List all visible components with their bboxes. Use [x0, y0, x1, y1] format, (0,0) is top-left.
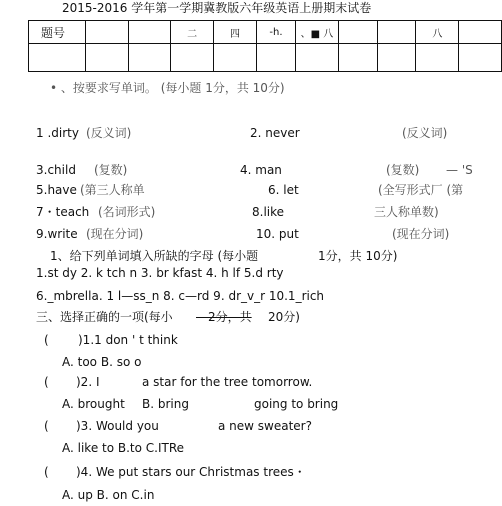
- score-table-score-row: [29, 44, 502, 72]
- score-cell: -h.: [256, 21, 295, 44]
- option-c: going to bring: [254, 397, 339, 411]
- question-stem-rest: a star for the tree tomorrow.: [142, 375, 313, 389]
- section2-heading-score: 1分，共 10分): [318, 249, 398, 263]
- option-b: B. bring: [142, 397, 189, 411]
- fill-letters-line: 1.st dy 2. k tch n 3. br kfast 4. h lf 5.d rty: [36, 266, 284, 280]
- section1-heading: • 、按要求写单词。 (每小题 1分，共 10分): [50, 81, 285, 95]
- score-cell: [171, 44, 214, 72]
- score-cell: [416, 44, 459, 72]
- section2-heading: 1、给下列单词填入所缺的字母 (每小题: [50, 249, 259, 263]
- answer-paren: (: [44, 333, 49, 347]
- question-word: 8.like: [252, 205, 285, 219]
- question-word: 1 .dirty: [36, 126, 79, 140]
- score-cell: [295, 44, 338, 72]
- score-cell: [459, 44, 502, 72]
- score-cell: 二: [171, 21, 214, 44]
- question-word: 9.write: [36, 227, 78, 241]
- option-a: A. brought: [62, 397, 125, 411]
- question-stem: )2. I: [76, 375, 100, 389]
- question-instruction: (反义词): [86, 126, 132, 140]
- question-word: 7・teach: [36, 205, 90, 219]
- answer-paren: (: [44, 465, 49, 479]
- section3-heading-score: 20分): [268, 310, 300, 324]
- question-stem: )4. We put stars our Christmas trees・: [76, 465, 306, 479]
- score-cell: [214, 44, 257, 72]
- question-word: 2. never: [250, 126, 300, 140]
- question-instruction: (现在分词): [86, 227, 144, 241]
- score-table-header-row: [29, 21, 502, 44]
- question-options: A. too B. so o: [62, 355, 142, 369]
- question-stem-rest: a new sweater?: [218, 419, 312, 433]
- score-cell: 四: [214, 21, 257, 44]
- question-options: A. like to B.to C.ITRe: [62, 441, 185, 455]
- question-word: 5.have: [36, 183, 77, 197]
- score-cell: 题号: [29, 21, 86, 44]
- score-cell: [85, 21, 128, 44]
- answer-paren: (: [44, 375, 49, 389]
- score-cell: 、■ 八: [295, 21, 338, 44]
- question-word: 10. put: [256, 227, 299, 241]
- score-cell: [377, 21, 416, 44]
- question-word: 4. man: [240, 163, 282, 177]
- question-stem: )3. Would you: [76, 419, 159, 433]
- score-cell: [128, 21, 171, 44]
- question-word: 6. let: [268, 183, 299, 197]
- question-word: 3.child: [36, 163, 76, 177]
- question-instruction: (第三人称单: [80, 183, 145, 197]
- question-stem: )1.1 don ' t think: [78, 333, 178, 347]
- score-table: [28, 20, 502, 72]
- score-cell: [29, 44, 86, 72]
- question-extra: — 'S: [446, 163, 473, 177]
- score-cell: [128, 44, 171, 72]
- question-instruction: 三人称单数): [374, 205, 439, 219]
- section3-heading: 三、选择正确的一项(每小: [36, 310, 173, 324]
- answer-paren: (: [44, 419, 49, 433]
- question-options: A. up B. on C.in: [62, 488, 155, 502]
- score-cell: [377, 44, 416, 72]
- score-cell: [85, 44, 128, 72]
- score-cell: [338, 44, 377, 72]
- score-cell: 八: [416, 21, 459, 44]
- question-instruction: (复数): [94, 163, 128, 177]
- question-instruction: (现在分词): [392, 227, 450, 241]
- question-instruction: (全写形式厂 (第: [378, 183, 464, 197]
- question-instruction: (名词形式): [98, 205, 156, 219]
- fill-letters-line: 6._mbrella. 1 l—ss_n 8. c—rd 9. dr_v_r 10.1_rich: [36, 289, 325, 303]
- score-cell: [256, 44, 295, 72]
- score-cell: [338, 21, 377, 44]
- section3-heading-struck: —2分，共: [196, 310, 252, 324]
- page-title: 2015-2016 学年第一学期冀教版六年级英语上册期末试卷: [62, 1, 372, 15]
- score-cell: [459, 21, 502, 44]
- question-instruction: (反义词): [402, 126, 448, 140]
- question-instruction: (复数): [386, 163, 420, 177]
